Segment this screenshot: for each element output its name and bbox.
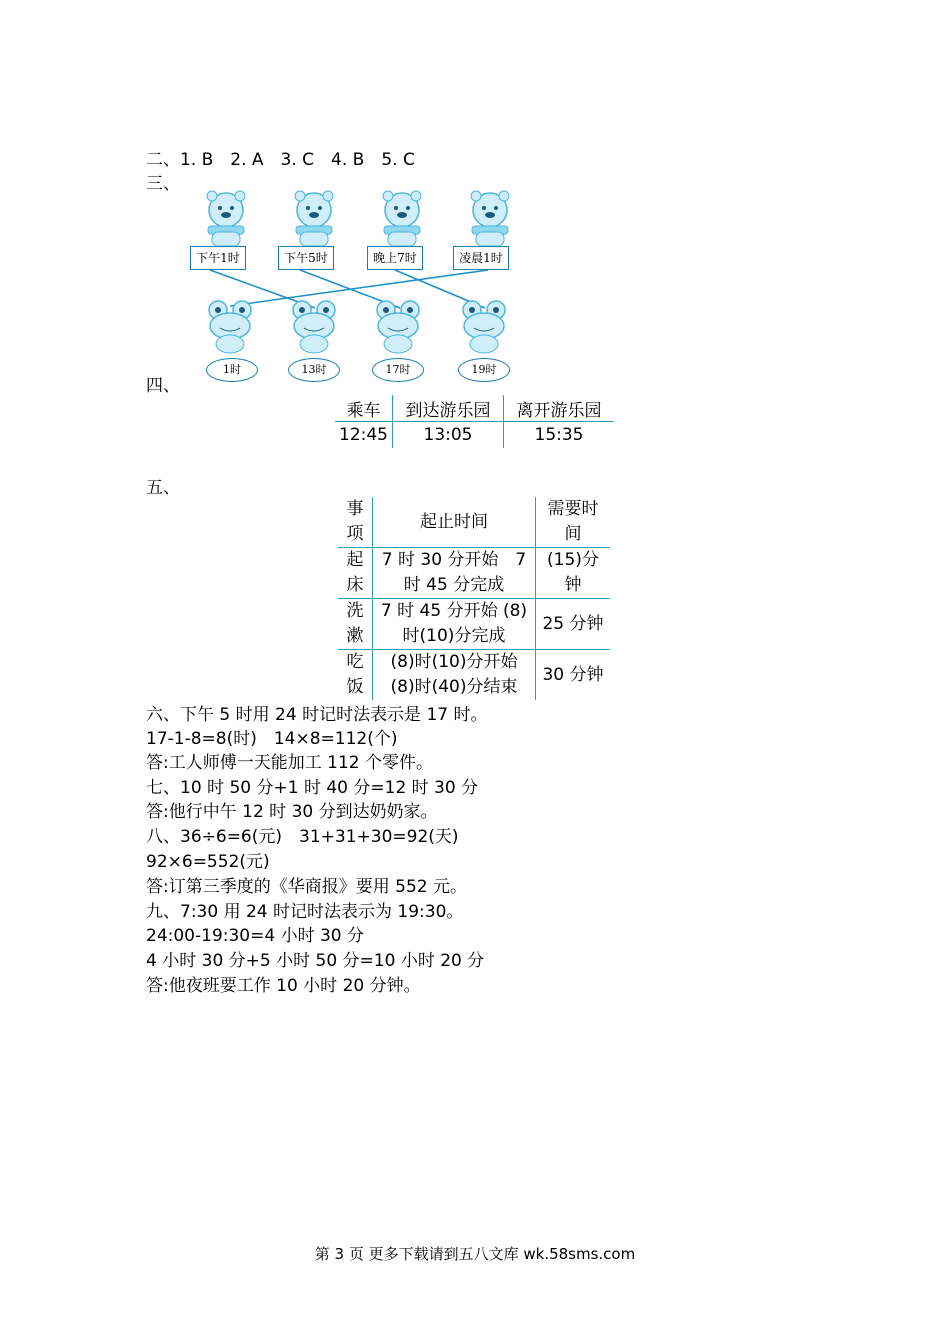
bear-icon xyxy=(284,188,344,248)
table-cell: 洗漱 xyxy=(338,599,373,650)
schedule-table xyxy=(335,395,614,448)
table-cell: 起床 xyxy=(338,548,373,599)
section-2-answers: 二、1. B 2. A 3. C 4. B 5. C xyxy=(146,150,415,170)
line-1am-1 xyxy=(230,270,488,306)
hour-ellipse: 17时 xyxy=(372,358,424,382)
answer-line: 七、10 时 50 分+1 时 40 分=12 时 30 分 xyxy=(146,778,479,798)
answer-line: 六、下午 5 时用 24 时记时法表示是 17 时。 xyxy=(146,705,488,725)
time-box: 下午5时 xyxy=(278,246,334,270)
table-cell: 7 时 30 分开始 7 时 45 分完成 xyxy=(373,548,536,599)
time-box: 凌晨1时 xyxy=(453,246,509,270)
table-row xyxy=(338,599,610,650)
table-cell: (8)时(10)分开始 (8)时(40)分结束 xyxy=(373,650,536,701)
section-5-label: 五、 xyxy=(146,478,180,498)
answer-line: 答:订第三季度的《华商报》要用 552 元。 xyxy=(146,877,467,897)
time-box: 下午1时 xyxy=(190,246,246,270)
answer-line: 答:工人师傅一天能加工 112 个零件。 xyxy=(146,753,433,773)
table-header: 乘车 xyxy=(335,395,393,422)
answer-line: 4 小时 30 分+5 小时 50 分=10 小时 20 分 xyxy=(146,951,485,971)
answer-line: 八、36÷6=6(元) 31+31+30=92(天) xyxy=(146,827,459,847)
hour-ellipse: 19时 xyxy=(458,358,510,382)
bear-icon xyxy=(460,188,520,248)
hour-ellipse: 1时 xyxy=(206,358,258,382)
activity-table xyxy=(338,497,610,700)
page-footer: 第 3 页 更多下载请到五八文库 wk.58sms.com xyxy=(314,1245,636,1263)
table-cell: 25 分钟 xyxy=(536,599,611,650)
hour-ellipse: 13时 xyxy=(288,358,340,382)
table-cell: 15:35 xyxy=(504,422,615,449)
table-cell: 7 时 45 分开始 (8)时(10)分完成 xyxy=(373,599,536,650)
matching-diagram xyxy=(180,188,520,388)
frog-icon xyxy=(454,298,514,354)
answer-line: 九、7:30 用 24 时记时法表示为 19:30。 xyxy=(146,902,464,922)
frog-icon xyxy=(284,298,344,354)
table-header: 事项 xyxy=(338,497,373,548)
table-cell: (15)分钟 xyxy=(536,548,611,599)
section-3-label: 三、 xyxy=(146,174,180,194)
table-header: 到达游乐园 xyxy=(393,395,504,422)
table-cell: 13:05 xyxy=(393,422,504,449)
table-row xyxy=(338,548,610,599)
answer-line: 答:他行中午 12 时 30 分到达奶奶家。 xyxy=(146,802,438,822)
table-header: 离开游乐园 xyxy=(504,395,615,422)
answer-line: 92×6=552(元) xyxy=(146,852,270,872)
time-box: 晚上7时 xyxy=(367,246,423,270)
table-row xyxy=(338,650,610,701)
table-cell: 12:45 xyxy=(335,422,393,449)
table-header: 起止时间 xyxy=(373,497,536,548)
answer-line: 答:他夜班要工作 10 小时 20 分钟。 xyxy=(146,976,421,996)
frog-icon xyxy=(200,298,260,354)
answer-line: 24:00-19:30=4 小时 30 分 xyxy=(146,926,365,946)
table-cell: 吃饭 xyxy=(338,650,373,701)
section-4-label: 四、 xyxy=(146,376,180,396)
frog-icon xyxy=(368,298,428,354)
bear-icon xyxy=(196,188,256,248)
bear-icon xyxy=(372,188,432,248)
table-header: 需要时间 xyxy=(536,497,611,548)
table-cell: 30 分钟 xyxy=(536,650,611,701)
answer-line: 17-1-8=8(时) 14×8=112(个) xyxy=(146,729,398,749)
